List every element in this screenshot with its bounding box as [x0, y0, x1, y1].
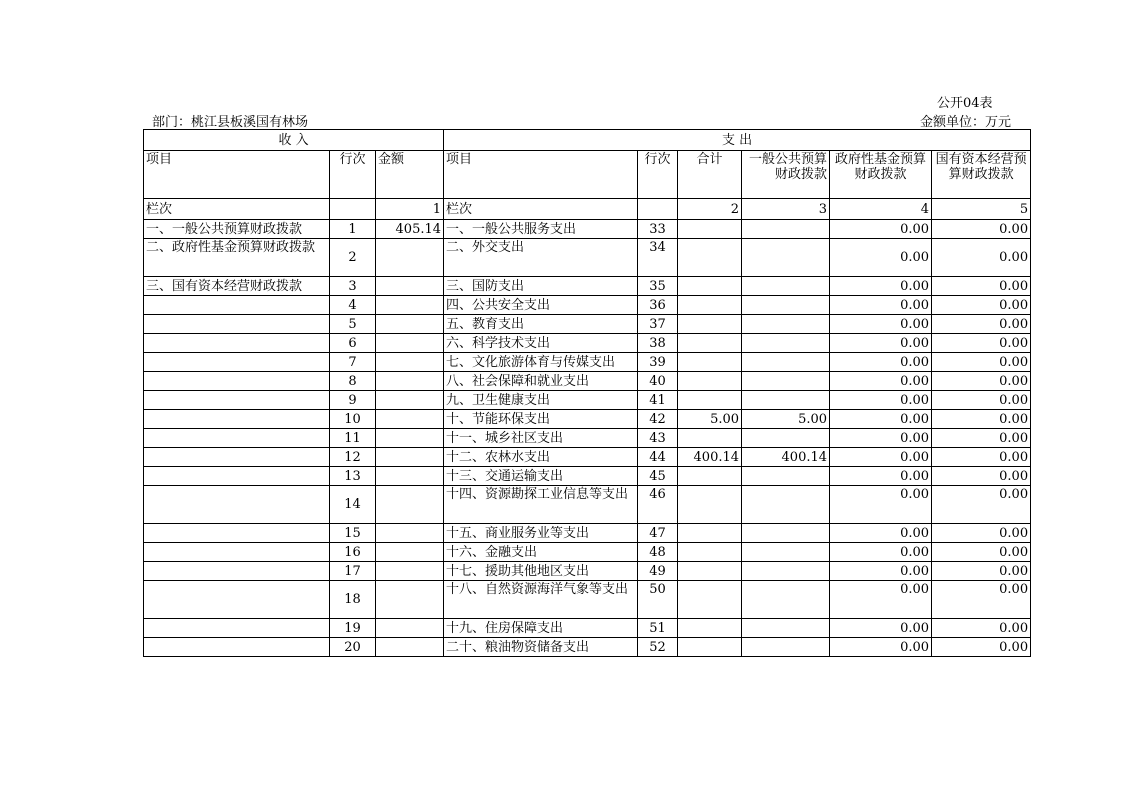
income-amount-cell	[376, 410, 444, 429]
income-item-cell	[144, 410, 330, 429]
gov-fund-cell: 0.00	[830, 638, 932, 657]
total-cell	[678, 296, 742, 315]
general-budget-cell	[742, 315, 830, 334]
expense-row-no-cell: 41	[638, 391, 678, 410]
column-index-total: 2	[678, 199, 742, 220]
state-capital-cell: 0.00	[932, 315, 1031, 334]
income-row-no-cell: 10	[330, 410, 376, 429]
income-row-no-cell: 11	[330, 429, 376, 448]
income-item-cell	[144, 296, 330, 315]
general-budget-cell	[742, 524, 830, 543]
column-index-row	[144, 199, 1031, 220]
gov-fund-cell: 0.00	[830, 448, 932, 467]
income-item-cell	[144, 315, 330, 334]
general-budget-cell	[742, 334, 830, 353]
state-capital-cell: 0.00	[932, 619, 1031, 638]
table-row	[144, 467, 1031, 486]
expense-row-no-cell: 43	[638, 429, 678, 448]
income-item-cell: 二、政府性基金预算财政拨款	[144, 239, 330, 277]
state-capital-cell: 0.00	[932, 220, 1031, 239]
expense-row-no-cell: 36	[638, 296, 678, 315]
expense-item-cell: 七、文化旅游体育与传媒支出	[444, 353, 638, 372]
state-capital-cell: 0.00	[932, 334, 1031, 353]
income-group-header: 收 入	[144, 130, 444, 151]
amount-unit-label: 金额单位：万元	[920, 115, 1012, 130]
gov-fund-cell: 0.00	[830, 486, 932, 524]
expense-item-cell: 三、国防支出	[444, 277, 638, 296]
column-index-label-right: 栏次	[444, 199, 638, 220]
expense-row-no-cell: 42	[638, 410, 678, 429]
state-capital-cell: 0.00	[932, 638, 1031, 657]
income-amount-cell	[376, 562, 444, 581]
income-amount-cell	[376, 467, 444, 486]
income-row-no-cell: 8	[330, 372, 376, 391]
gov-fund-cell: 0.00	[830, 524, 932, 543]
expense-row-no-cell: 39	[638, 353, 678, 372]
general-budget-cell: 5.00	[742, 410, 830, 429]
gov-fund-cell: 0.00	[830, 619, 932, 638]
expense-item-cell: 二十、粮油物资储备支出	[444, 638, 638, 657]
income-row-no-cell: 5	[330, 315, 376, 334]
income-row-no-cell: 16	[330, 543, 376, 562]
column-header-row	[144, 151, 1031, 199]
expense-item-header: 项目	[444, 151, 638, 199]
column-index-amount: 1	[376, 199, 444, 220]
total-cell	[678, 353, 742, 372]
total-cell	[678, 638, 742, 657]
income-row-no-cell: 7	[330, 353, 376, 372]
expense-row-no-cell: 40	[638, 372, 678, 391]
income-item-cell: 一、一般公共预算财政拨款	[144, 220, 330, 239]
income-row-no-cell: 2	[330, 239, 376, 277]
expense-item-cell: 十三、交通运输支出	[444, 467, 638, 486]
expense-row-no-cell: 49	[638, 562, 678, 581]
gov-fund-cell: 0.00	[830, 391, 932, 410]
table-row	[144, 448, 1031, 467]
income-item-cell	[144, 448, 330, 467]
total-cell: 5.00	[678, 410, 742, 429]
expense-item-cell: 十四、资源勘探工业信息等支出	[444, 486, 638, 524]
gov-fund-cell: 0.00	[830, 562, 932, 581]
state-capital-cell: 0.00	[932, 391, 1031, 410]
state-capital-cell: 0.00	[932, 429, 1031, 448]
expense-item-cell: 十九、住房保障支出	[444, 619, 638, 638]
income-amount-cell	[376, 372, 444, 391]
expense-item-cell: 十一、城乡社区支出	[444, 429, 638, 448]
income-item-cell	[144, 619, 330, 638]
expense-row-no-cell: 52	[638, 638, 678, 657]
expense-item-cell: 十二、农林水支出	[444, 448, 638, 467]
general-budget-cell	[742, 638, 830, 657]
state-capital-cell: 0.00	[932, 448, 1031, 467]
total-cell	[678, 277, 742, 296]
state-capital-cell: 0.00	[932, 296, 1031, 315]
general-budget-cell	[742, 467, 830, 486]
column-index-general: 3	[742, 199, 830, 220]
gov-fund-cell: 0.00	[830, 334, 932, 353]
total-cell	[678, 543, 742, 562]
general-budget-cell	[742, 543, 830, 562]
table-row	[144, 429, 1031, 448]
income-row-no-cell: 4	[330, 296, 376, 315]
gov-fund-cell: 0.00	[830, 353, 932, 372]
general-budget-cell: 400.14	[742, 448, 830, 467]
state-capital-cell: 0.00	[932, 467, 1031, 486]
total-cell	[678, 391, 742, 410]
income-item-cell	[144, 467, 330, 486]
expense-row-no-cell: 44	[638, 448, 678, 467]
expense-row-no-cell: 34	[638, 239, 678, 277]
total-cell	[678, 619, 742, 638]
income-row-no-cell: 19	[330, 619, 376, 638]
expense-item-cell: 五、教育支出	[444, 315, 638, 334]
income-amount-cell	[376, 619, 444, 638]
income-amount-cell	[376, 581, 444, 619]
expense-row-no-cell: 46	[638, 486, 678, 524]
income-item-cell	[144, 638, 330, 657]
total-cell	[678, 220, 742, 239]
expense-row-no-cell: 35	[638, 277, 678, 296]
expense-row-no-cell: 50	[638, 581, 678, 619]
income-amount-cell	[376, 353, 444, 372]
state-capital-cell: 0.00	[932, 353, 1031, 372]
table-row	[144, 334, 1031, 353]
income-item-cell	[144, 372, 330, 391]
total-cell	[678, 239, 742, 277]
gov-fund-cell: 0.00	[830, 467, 932, 486]
income-item-cell	[144, 581, 330, 619]
form-number: 公开04表	[937, 96, 993, 111]
general-budget-cell	[742, 277, 830, 296]
state-capital-cell: 0.00	[932, 524, 1031, 543]
general-budget-cell	[742, 391, 830, 410]
income-item-cell	[144, 429, 330, 448]
expense-row-no-cell: 37	[638, 315, 678, 334]
state-capital-cell: 0.00	[932, 277, 1031, 296]
general-budget-cell	[742, 562, 830, 581]
income-item-cell	[144, 543, 330, 562]
income-amount-cell	[376, 486, 444, 524]
income-item-cell	[144, 562, 330, 581]
total-cell	[678, 372, 742, 391]
income-item-cell	[144, 391, 330, 410]
table-row	[144, 543, 1031, 562]
total-cell	[678, 429, 742, 448]
total-cell	[678, 467, 742, 486]
general-budget-cell	[742, 581, 830, 619]
expense-group-header: 支 出	[444, 130, 1031, 151]
income-amount-cell	[376, 296, 444, 315]
general-budget-cell	[742, 353, 830, 372]
empty-cell	[330, 199, 376, 220]
expense-item-cell: 十六、金融支出	[444, 543, 638, 562]
income-amount-cell: 405.14	[376, 220, 444, 239]
expense-item-cell: 十五、商业服务业等支出	[444, 524, 638, 543]
expense-item-cell: 六、科学技术支出	[444, 334, 638, 353]
expense-row-no-cell: 45	[638, 467, 678, 486]
expense-row-no-cell: 38	[638, 334, 678, 353]
state-capital-cell: 0.00	[932, 372, 1031, 391]
total-cell	[678, 334, 742, 353]
income-row-header: 行次	[330, 151, 376, 199]
state-capital-cell: 0.00	[932, 239, 1031, 277]
income-amount-cell	[376, 334, 444, 353]
expense-row-no-cell: 51	[638, 619, 678, 638]
table-row	[144, 315, 1031, 334]
income-row-no-cell: 9	[330, 391, 376, 410]
total-cell	[678, 486, 742, 524]
income-item-cell	[144, 353, 330, 372]
gov-fund-cell: 0.00	[830, 543, 932, 562]
group-header-row	[144, 130, 1031, 151]
state-capital-cell: 0.00	[932, 581, 1031, 619]
expense-item-cell: 二、外交支出	[444, 239, 638, 277]
income-row-no-cell: 6	[330, 334, 376, 353]
gov-fund-cell: 0.00	[830, 220, 932, 239]
state-capital-cell: 0.00	[932, 410, 1031, 429]
expense-item-cell: 十、节能环保支出	[444, 410, 638, 429]
income-row-no-cell: 13	[330, 467, 376, 486]
income-row-no-cell: 12	[330, 448, 376, 467]
expense-row-no-cell: 48	[638, 543, 678, 562]
general-budget-cell	[742, 486, 830, 524]
income-row-no-cell: 20	[330, 638, 376, 657]
total-cell	[678, 524, 742, 543]
table-row	[144, 372, 1031, 391]
expense-item-cell: 八、社会保障和就业支出	[444, 372, 638, 391]
table-row	[144, 220, 1031, 239]
department-label: 部门：桃江县板溪国有林场	[152, 115, 309, 130]
income-amount-cell	[376, 429, 444, 448]
income-item-cell	[144, 334, 330, 353]
expense-item-cell: 十八、自然资源海洋气象等支出	[444, 581, 638, 619]
total-cell	[678, 315, 742, 334]
gov-fund-cell: 0.00	[830, 239, 932, 277]
gov-fund-cell: 0.00	[830, 277, 932, 296]
income-item-header: 项目	[144, 151, 330, 199]
table-row	[144, 619, 1031, 638]
column-index-label: 栏次	[144, 199, 330, 220]
state-capital-header: 国有资本经营预算财政拨款	[932, 151, 1031, 199]
gov-fund-cell: 0.00	[830, 581, 932, 619]
budget-table	[143, 129, 1031, 657]
total-cell: 400.14	[678, 448, 742, 467]
gov-fund-cell: 0.00	[830, 372, 932, 391]
table-row	[144, 581, 1031, 619]
expense-item-cell: 十七、援助其他地区支出	[444, 562, 638, 581]
table-row	[144, 239, 1031, 277]
income-row-no-cell: 14	[330, 486, 376, 524]
table-row	[144, 524, 1031, 543]
expense-item-cell: 九、卫生健康支出	[444, 391, 638, 410]
expense-row-no-cell: 47	[638, 524, 678, 543]
income-row-no-cell: 18	[330, 581, 376, 619]
table-row	[144, 353, 1031, 372]
table-row	[144, 277, 1031, 296]
income-amount-cell	[376, 315, 444, 334]
general-budget-cell	[742, 296, 830, 315]
total-cell	[678, 562, 742, 581]
table-row	[144, 638, 1031, 657]
state-capital-cell: 0.00	[932, 562, 1031, 581]
table-row	[144, 296, 1031, 315]
expense-item-cell: 四、公共安全支出	[444, 296, 638, 315]
income-item-cell	[144, 486, 330, 524]
income-item-cell: 三、国有资本经营财政拨款	[144, 277, 330, 296]
income-amount-cell	[376, 239, 444, 277]
total-cell	[678, 581, 742, 619]
income-row-no-cell: 15	[330, 524, 376, 543]
state-capital-cell: 0.00	[932, 543, 1031, 562]
table-row	[144, 391, 1031, 410]
expense-row-no-cell: 33	[638, 220, 678, 239]
income-amount-cell	[376, 277, 444, 296]
income-amount-header: 金额	[376, 151, 444, 199]
income-amount-cell	[376, 638, 444, 657]
income-amount-cell	[376, 524, 444, 543]
total-header: 合计	[678, 151, 742, 199]
column-index-fund: 4	[830, 199, 932, 220]
expense-item-cell: 一、一般公共服务支出	[444, 220, 638, 239]
general-budget-cell	[742, 619, 830, 638]
income-item-cell	[144, 524, 330, 543]
empty-cell	[638, 199, 678, 220]
column-index-capital: 5	[932, 199, 1031, 220]
general-budget-cell	[742, 220, 830, 239]
income-row-no-cell: 1	[330, 220, 376, 239]
income-amount-cell	[376, 448, 444, 467]
income-row-no-cell: 3	[330, 277, 376, 296]
gov-fund-cell: 0.00	[830, 296, 932, 315]
expense-row-header: 行次	[638, 151, 678, 199]
general-budget-cell	[742, 429, 830, 448]
general-budget-header: 一般公共预算财政拨款	[742, 151, 830, 199]
table-row	[144, 410, 1031, 429]
income-amount-cell	[376, 391, 444, 410]
general-budget-cell	[742, 372, 830, 391]
income-amount-cell	[376, 543, 444, 562]
gov-fund-header: 政府性基金预算财政拨款	[830, 151, 932, 199]
gov-fund-cell: 0.00	[830, 429, 932, 448]
gov-fund-cell: 0.00	[830, 410, 932, 429]
general-budget-cell	[742, 239, 830, 277]
state-capital-cell: 0.00	[932, 486, 1031, 524]
table-row	[144, 486, 1031, 524]
gov-fund-cell: 0.00	[830, 315, 932, 334]
income-row-no-cell: 17	[330, 562, 376, 581]
table-row	[144, 562, 1031, 581]
